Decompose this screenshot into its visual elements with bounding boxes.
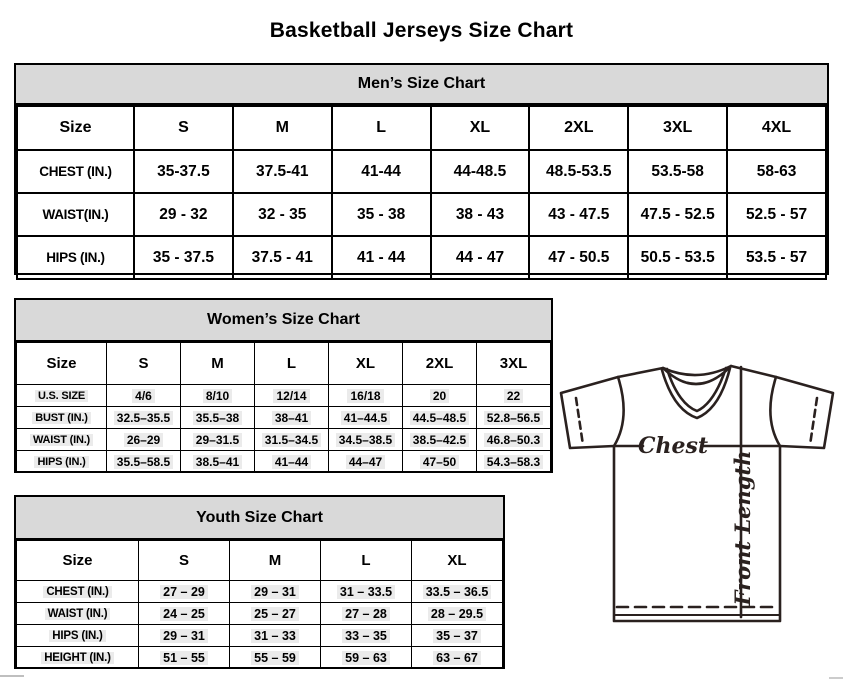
row-label-text: WAIST (IN.) [45, 608, 111, 620]
cell-text: 35 - 37.5 [152, 248, 215, 266]
header-row [17, 343, 551, 385]
value-cell [412, 581, 503, 603]
cell-text: 44-48.5 [453, 162, 507, 180]
value-cell [332, 236, 431, 279]
cell-text: 34.5–38.5 [336, 433, 395, 447]
value-cell [230, 647, 321, 669]
value-cell [230, 625, 321, 647]
cell-text: 59 – 63 [342, 651, 390, 665]
row-label-text: BUST (IN.) [32, 412, 90, 424]
cell-text: 48.5-53.5 [546, 162, 612, 180]
cell-text: 44.5–48.5 [410, 411, 469, 425]
column-header: XL [329, 343, 403, 385]
size-label-header: Size [17, 106, 134, 150]
value-cell [134, 193, 233, 236]
value-cell [477, 407, 551, 429]
cell-text: 44 - 47 [455, 248, 505, 266]
cell-text: 27 – 29 [160, 585, 208, 599]
cell-text: 35.5–58.5 [114, 455, 173, 469]
value-cell [727, 236, 826, 279]
mens-size-table [16, 105, 827, 280]
cell-text: 47 - 50.5 [548, 248, 610, 266]
size-label-header: Size [17, 541, 139, 581]
value-cell [255, 385, 329, 407]
column-header: M [181, 343, 255, 385]
cell-text: 32 - 35 [258, 205, 307, 223]
row-label-text: HIPS (IN.) [46, 250, 105, 265]
row-label-text: HIPS (IN.) [49, 630, 105, 642]
row-label-text: CHEST (IN.) [39, 164, 112, 179]
mens-size-chart [14, 63, 829, 275]
cell-text: 32.5–35.5 [114, 411, 173, 425]
cell-text: 38.5–42.5 [410, 433, 469, 447]
value-cell [628, 193, 727, 236]
row-label [17, 429, 107, 451]
value-cell [181, 451, 255, 473]
cell-text: 35 – 37 [433, 629, 481, 643]
value-cell [628, 236, 727, 279]
value-cell [431, 193, 530, 236]
value-cell [403, 429, 477, 451]
column-header: L [255, 343, 329, 385]
page-title: Basketball Jerseys Size Chart [269, 19, 574, 43]
value-cell [329, 385, 403, 407]
value-cell [181, 385, 255, 407]
row-label [17, 236, 134, 279]
cell-text: 29 - 32 [159, 205, 208, 223]
value-cell [107, 451, 181, 473]
cell-text: 46.8–50.3 [484, 433, 543, 447]
row-label [17, 647, 139, 669]
cell-text: 29 – 31 [160, 629, 208, 643]
table-row [17, 193, 826, 236]
cell-text: 29–31.5 [193, 433, 242, 447]
value-cell [412, 603, 503, 625]
right-cuff-dashed-line [810, 398, 817, 445]
value-cell [431, 236, 530, 279]
value-cell [255, 407, 329, 429]
value-cell [134, 150, 233, 193]
value-cell [233, 236, 332, 279]
cell-text: 44–47 [346, 455, 385, 469]
cell-text: 38.5–41 [193, 455, 242, 469]
left-armhole-seam [614, 377, 624, 446]
cell-text: 41 - 44 [356, 248, 406, 266]
jersey-measurement-diagram [551, 356, 843, 636]
cell-text: 31 – 33 [251, 629, 299, 643]
cell-text: 50.5 - 53.5 [640, 248, 715, 266]
cell-text: 33 – 35 [342, 629, 390, 643]
cell-text: 55 – 59 [251, 651, 299, 665]
value-cell [134, 236, 233, 279]
cell-text: 41-44 [361, 162, 401, 180]
cell-text: 29 – 31 [251, 585, 299, 599]
value-cell [255, 429, 329, 451]
value-cell [727, 193, 826, 236]
value-cell [230, 581, 321, 603]
value-cell [321, 625, 412, 647]
value-cell [321, 603, 412, 625]
column-header: M [230, 541, 321, 581]
cell-text: 27 – 28 [342, 607, 390, 621]
column-header: 3XL [477, 343, 551, 385]
row-label [17, 581, 139, 603]
cell-text: 25 – 27 [251, 607, 299, 621]
cell-text: 33.5 – 36.5 [423, 585, 492, 599]
value-cell [107, 385, 181, 407]
cell-text: 53.5 - 57 [745, 248, 808, 266]
value-cell [139, 625, 230, 647]
row-label [17, 150, 134, 193]
column-header: L [332, 106, 431, 150]
value-cell [181, 407, 255, 429]
table-row [17, 581, 503, 603]
cell-text: 47.5 - 52.5 [640, 205, 715, 223]
size-label-header: Size [17, 343, 107, 385]
cell-text: 22 [504, 389, 523, 403]
column-header: S [139, 541, 230, 581]
row-label-text: HEIGHT (IN.) [41, 652, 114, 664]
cell-text: 53.5-58 [651, 162, 704, 180]
cell-text: 43 - 47.5 [548, 205, 610, 223]
value-cell [529, 150, 628, 193]
cell-text: 41–44 [272, 455, 311, 469]
header-row [17, 106, 826, 150]
cell-text: 31.5–34.5 [262, 433, 321, 447]
row-label [17, 451, 107, 473]
cell-text: 38 - 43 [455, 205, 505, 223]
cell-text: 31 – 33.5 [337, 585, 395, 599]
cell-text: 37.5 - 41 [251, 248, 313, 266]
value-cell [477, 429, 551, 451]
womens-chart-title: Women’s Size Chart [16, 300, 551, 342]
table-row [17, 451, 551, 473]
table-row [17, 407, 551, 429]
column-header: XL [412, 541, 503, 581]
column-header: 2XL [529, 106, 628, 150]
cell-text: 35 - 38 [356, 205, 406, 223]
value-cell [431, 150, 530, 193]
row-label-text: WAIST (IN.) [30, 434, 93, 446]
value-cell [139, 603, 230, 625]
row-label [17, 193, 134, 236]
youth-size-chart [14, 495, 505, 669]
value-cell [403, 385, 477, 407]
table-row [17, 150, 826, 193]
row-label [17, 407, 107, 429]
table-row [17, 647, 503, 669]
cell-text: 41–44.5 [341, 411, 390, 425]
value-cell [329, 407, 403, 429]
cell-text: 38–41 [272, 411, 311, 425]
cell-text: 35-37.5 [157, 162, 210, 180]
mens-chart-title: Men’s Size Chart [16, 65, 827, 105]
cell-text: 26–29 [124, 433, 163, 447]
table-row [17, 236, 826, 279]
column-header: XL [431, 106, 530, 150]
row-label-text: WAIST(IN.) [42, 207, 109, 222]
cell-text: 8/10 [203, 389, 232, 403]
value-cell [321, 647, 412, 669]
jersey-outline [561, 366, 833, 621]
column-header: S [134, 106, 233, 150]
value-cell [230, 603, 321, 625]
value-cell [332, 193, 431, 236]
cell-text: 52.5 - 57 [745, 205, 808, 223]
column-header: 2XL [403, 343, 477, 385]
value-cell [332, 150, 431, 193]
column-header: 3XL [628, 106, 727, 150]
row-label [17, 603, 139, 625]
value-cell [329, 429, 403, 451]
value-cell [329, 451, 403, 473]
cell-text: 16/18 [347, 389, 383, 403]
value-cell [412, 625, 503, 647]
row-label-text: U.S. SIZE [35, 390, 88, 402]
column-header: M [233, 106, 332, 150]
row-label [17, 385, 107, 407]
row-label-text: HIPS (IN.) [34, 456, 88, 468]
cell-text: 47–50 [420, 455, 459, 469]
column-header: S [107, 343, 181, 385]
header-row [17, 541, 503, 581]
cell-text: 51 – 55 [160, 651, 208, 665]
value-cell [529, 193, 628, 236]
chest-label: Chest [637, 433, 709, 459]
table-row [17, 603, 503, 625]
value-cell [255, 451, 329, 473]
cell-text: 63 – 67 [433, 651, 481, 665]
value-cell [412, 647, 503, 669]
cell-text: 24 – 25 [160, 607, 208, 621]
column-header: 4XL [727, 106, 826, 150]
womens-size-chart [14, 298, 553, 473]
value-cell [181, 429, 255, 451]
left-cuff-dashed-line [576, 398, 583, 445]
table-row [17, 385, 551, 407]
value-cell [233, 150, 332, 193]
cell-text: 4/6 [132, 389, 155, 403]
value-cell [727, 150, 826, 193]
cell-text: 20 [430, 389, 449, 403]
value-cell [139, 647, 230, 669]
cell-text: 54.3–58.3 [484, 455, 543, 469]
value-cell [628, 150, 727, 193]
value-cell [403, 451, 477, 473]
row-label [17, 625, 139, 647]
value-cell [233, 193, 332, 236]
horizontal-scrollbar-thumb-left[interactable] [0, 675, 24, 677]
cell-text: 28 – 29.5 [428, 607, 486, 621]
cell-text: 37.5-41 [255, 162, 309, 180]
row-label-text: CHEST (IN.) [43, 586, 111, 598]
youth-size-table [16, 540, 503, 669]
table-row [17, 429, 551, 451]
value-cell [477, 385, 551, 407]
value-cell [107, 429, 181, 451]
cell-text: 52.8–56.5 [484, 411, 543, 425]
front-length-label: Front Length [730, 450, 755, 606]
youth-chart-title: Youth Size Chart [16, 497, 503, 540]
cell-text: 12/14 [273, 389, 309, 403]
cell-text: 35.5–38 [193, 411, 242, 425]
womens-size-table [16, 342, 551, 473]
right-armhole-seam [770, 377, 780, 446]
value-cell [139, 581, 230, 603]
cell-text: 58-63 [756, 162, 797, 180]
value-cell [107, 407, 181, 429]
value-cell [529, 236, 628, 279]
value-cell [477, 451, 551, 473]
value-cell [321, 581, 412, 603]
value-cell [403, 407, 477, 429]
column-header: L [321, 541, 412, 581]
table-row [17, 625, 503, 647]
